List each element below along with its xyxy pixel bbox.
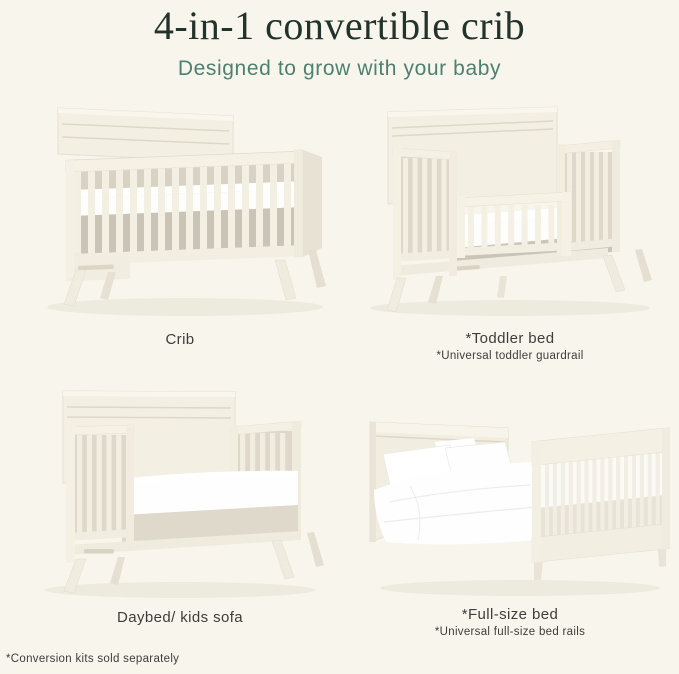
footnote: *Conversion kits sold separately <box>6 653 180 665</box>
crib-label: Crib <box>165 331 195 348</box>
toddler-bed-label: *Toddler bed <box>465 330 555 347</box>
daybed-photo <box>20 383 340 608</box>
full-size-bed-photo <box>350 390 670 615</box>
full-size-bed-label: *Full-size bed <box>461 606 559 623</box>
daybed-label: Daybed/ kids sofa <box>116 609 244 626</box>
page-subtitle: Designed to grow with your baby <box>177 57 502 80</box>
toddler-bed-photo <box>350 100 670 325</box>
page-title: 4-in-1 convertible crib <box>153 3 526 48</box>
toddler-bed-sublabel: *Universal toddler guardrail <box>436 350 584 362</box>
full-size-bed-caption <box>350 606 670 638</box>
daybed-caption <box>20 609 340 626</box>
full-size-bed-sublabel: *Universal full-size bed rails <box>434 626 586 638</box>
crib-caption <box>20 331 340 348</box>
crib-photo <box>20 100 340 325</box>
toddler-bed-caption <box>350 330 670 362</box>
